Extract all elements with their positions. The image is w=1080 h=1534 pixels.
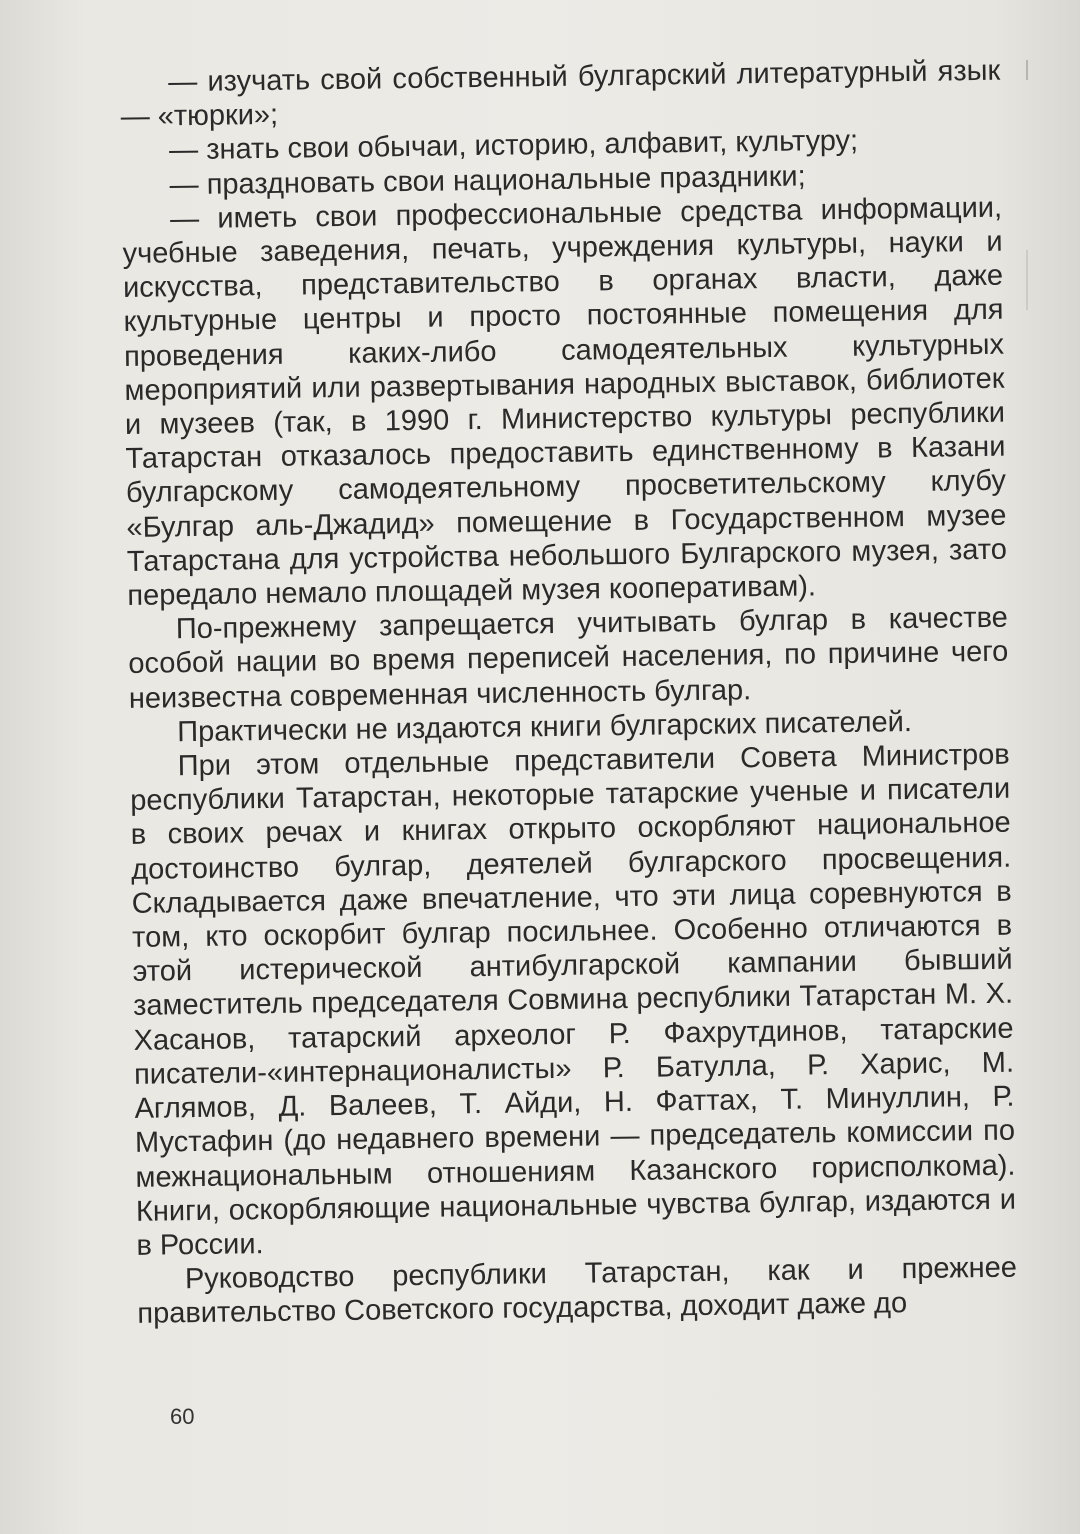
paragraph: — изучать свой собственный булгарский литературный язык — «тюрки»;	[120, 54, 1001, 134]
paragraph: Руководство республики Татарстан, как и прежнее правительство Советского государства, доходит даже до	[137, 1251, 1018, 1331]
page-number: 60	[170, 1404, 195, 1429]
paragraph: При этом отдельные представители Совета Министров республики Татарстан, некоторые татарские ученые и писатели в своих речах и книгах открыто оскорбляют национальное достоинство булгар, деятелей булгарского просвещения. Складывается даже впечатление, что эти лица соревнуются в том, кто оскорбит булгар посильнее. Особенно отличаются в этой истерической антибулгарской кампании бывший заместитель председателя Совмина республики Татарстан М. Х. Хасанов, татарский археолог Р. Фахрутдинов, татарские писатели-«интернационалисты» Р. Батулла, Р. Харис, М. Аглямов, Д. Валеев, Т. Айди, Н. Фаттах, Т. Минуллин, Р. Мустафин (до недавнего времени — председатель комиссии по межнациональным отношениям Казанского горисполкома). Книги, оскорбляющие национальные чувства булгар, издаются и в России.	[130, 738, 1017, 1262]
paragraph: — знать свои обычаи, историю, алфавит, культуру;	[168, 125, 859, 167]
page-body-text	[120, 54, 1018, 1332]
paragraph: Практически не издаются книги булгарских писателей.	[177, 705, 913, 749]
paragraph: — иметь свои профессиональные средства информации, учебные заведения, печать, учреждения культуры, науки и искусства, представительство в органах власти, даже культурные центры и просто постоянные помещения для проведения каких-либо самодеятельных культурных мероприятий или развертывания народных выставок, библиотек и музеев (так, в 1990 г. Министерство культуры республики Татарстан отказалось предоставить единственному в Казани булгарскому самодеятельному просветительскому клубу «Булгар аль-Джадид» помещение в Государственном музее Татарстана для устройства небольшого Булгарского музея, зато передало немало площадей музея кооперативам).	[122, 191, 1008, 612]
page-edge-mark	[1026, 250, 1028, 310]
page-edge-mark	[1026, 60, 1028, 80]
paragraph: По-прежнему запрещается учитывать булгар в качестве особой нации во время переписей населения, по причине чего неизвестна современная численность булгар.	[128, 601, 1009, 715]
paragraph: — праздновать свои национальные праздники;	[169, 160, 806, 201]
